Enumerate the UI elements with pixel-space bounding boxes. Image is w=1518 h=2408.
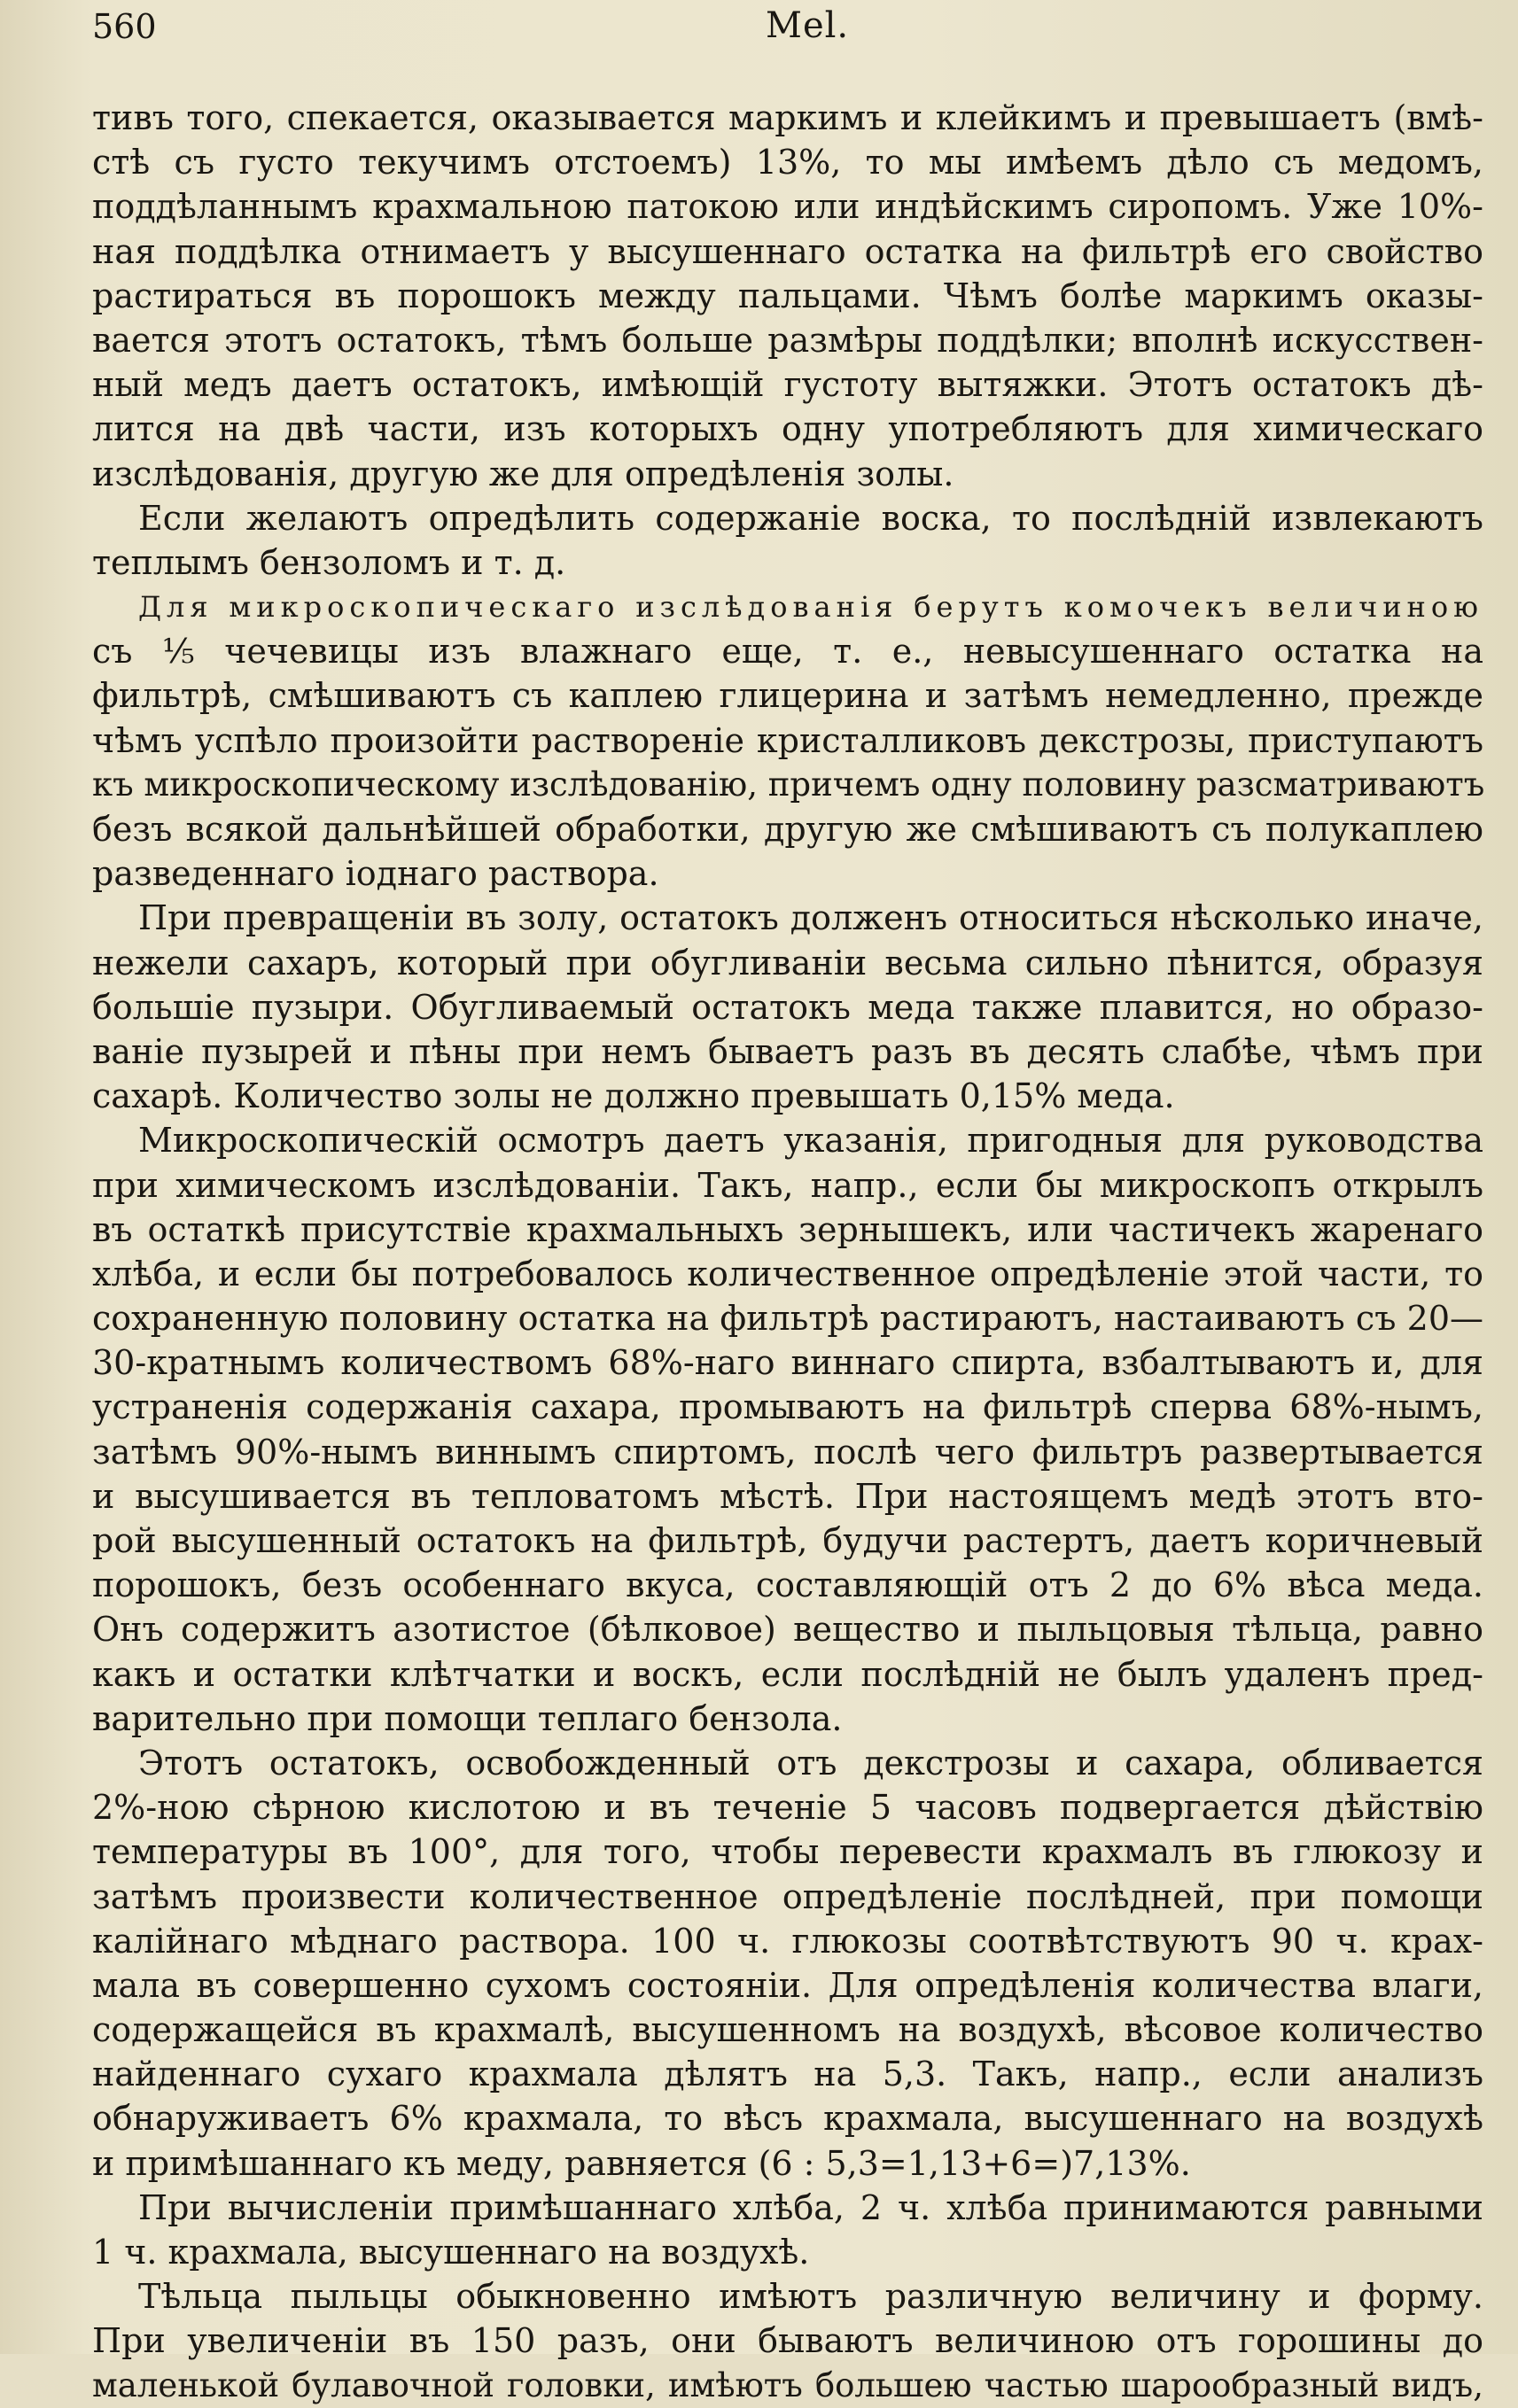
text-line: порошокъ, безъ особеннаго вкуса, составляющій отъ 2 до 6% вѣса меда.: [92, 1565, 1483, 1605]
text-line: ваніе пузырей и пѣны при немъ бываетъ разъ въ десять слабѣе, чѣмъ при: [92, 1031, 1483, 1071]
text-line: въ остаткѣ присутствіе крахмальныхъ зернышекъ, или частичекъ жаренаго: [92, 1209, 1483, 1249]
page-header: [92, 4, 1483, 48]
text-line: съ ⅕ чечевицы изъ влажнаго еще, т. е., невысушеннаго остатка на: [92, 632, 1483, 672]
text-line: ная поддѣлка отнимаетъ у высушеннаго остатка на фильтрѣ его свойство: [92, 231, 1483, 271]
text-line: 2%-ною сѣрною кислотою и въ теченіе 5 часовъ подвергается дѣйствію: [92, 1788, 1483, 1828]
text-line: безъ всякой дальнѣйшей обработки, другую же смѣшиваютъ съ полукаплею: [92, 810, 1483, 849]
text-line: затѣмъ произвести количественное опредѣленіе послѣдней, при помощи: [92, 1876, 1483, 1916]
text-line: лится на двѣ части, изъ которыхъ одну употребляютъ для химическаго: [92, 409, 1483, 449]
text-line: варительно при помощи теплаго бензола.: [92, 1698, 843, 1738]
text-line: стѣ съ густо текучимъ отстоемъ) 13%, то мы имѣемъ дѣло съ медомъ,: [92, 143, 1483, 183]
text-line: 1 ч. крахмала, высушеннаго на воздухѣ.: [92, 2233, 810, 2272]
text-line: затѣмъ 90%-нымъ виннымъ спиртомъ, послѣ чего фильтръ развертывается: [92, 1432, 1483, 1472]
text-line: калійнаго мѣднаго раствора. 100 ч. глюкозы соотвѣтствуютъ 90 ч. крах-: [92, 1921, 1483, 1961]
text-line: фильтрѣ, смѣшиваютъ съ каплею глицерина и затѣмъ немедленно, прежде: [92, 676, 1483, 716]
text-line: и высушивается въ тепловатомъ мѣстѣ. При настоящемъ медѣ этотъ вто-: [92, 1476, 1483, 1516]
text-line: поддѣланнымъ крахмальною патокою или индѣйскимъ сиропомъ. Уже 10%-: [92, 187, 1483, 227]
text-line: найденнаго сухаго крахмала дѣлятъ на 5,3. Такъ, напр., если анализъ: [92, 2055, 1483, 2094]
page-number: 560: [92, 7, 157, 46]
text-line: Этотъ остатокъ, освобожденный отъ декстрозы и сахара, обливается: [138, 1743, 1483, 1783]
text-line: сохраненную половину остатка на фильтрѣ растираютъ, настаиваютъ съ 20—: [92, 1299, 1483, 1339]
text-line: Микроскопическій осмотръ даетъ указанія, пригодныя для руководства: [138, 1121, 1483, 1161]
text-line: устраненія содержанія сахара, промываютъ на фильтрѣ сперва 68%-нымъ,: [92, 1387, 1483, 1427]
text-line: растираться въ порошокъ между пальцами. Чѣмъ болѣе маркимъ оказы-: [92, 276, 1483, 315]
text-line: Тѣльца пыльцы обыкновенно имѣютъ различную величину и форму.: [138, 2277, 1483, 2317]
text-line: къ микроскопическому изслѣдованію, причемъ одну половину разсматриваютъ: [92, 765, 1485, 804]
text-line: сахарѣ. Количество золы не должно превышать 0,15% меда.: [92, 1076, 1175, 1116]
text-line: какъ и остатки клѣтчатки и воскъ, если послѣдній не былъ удаленъ пред-: [92, 1654, 1483, 1694]
text-line: разведеннаго іоднаго раствора.: [92, 854, 659, 894]
text-line: тивъ того, спекается, оказывается маркимъ и клейкимъ и превышаетъ (вмѣ-: [92, 98, 1483, 137]
text-line: изслѣдованія, другую же для опредѣленія золы.: [92, 454, 954, 493]
text-line: Для микроскопическаго изслѣдованія берутъ комочекъ величиною: [138, 590, 1483, 625]
text-line: хлѣба, и если бы потребовалось количественное опредѣленіе этой части, то: [92, 1254, 1483, 1293]
body-text: [92, 96, 1483, 2408]
text-line: ный медъ даетъ остатокъ, имѣющій густоту вытяжки. Этотъ остатокъ дѣ-: [92, 365, 1483, 405]
text-line: рой высушенный остатокъ на фильтрѣ, будучи растертъ, даетъ коричневый: [92, 1521, 1483, 1560]
text-line: Если желаютъ опредѣлить содержаніе воска, то послѣдній извлекаютъ: [138, 498, 1483, 538]
text-line: При увеличеніи въ 150 разъ, они бываютъ величиною отъ горошины до: [92, 2321, 1483, 2361]
text-line: При вычисленіи примѣшаннаго хлѣба, 2 ч. хлѣба принимаются равными: [138, 2187, 1483, 2227]
text-line: маленькой булавочной головки, имѣютъ большею частью шарообразный видъ,: [92, 2365, 1483, 2404]
text-line: температуры въ 100°, для того, чтобы перевести крахмалъ въ глюкозу и: [92, 1832, 1483, 1872]
text-line: нежели сахаръ, который при обугливаніи весьма сильно пѣнится, образуя: [92, 943, 1483, 983]
text-line: мала въ совершенно сухомъ состояніи. Для опредѣленія количества влаги,: [92, 1965, 1483, 2005]
text-line: и примѣшаннаго къ меду, равняется (6 : 5,3=1,13+6=)7,13%.: [92, 2143, 1191, 2183]
text-line: содержащейся въ крахмалѣ, высушенномъ на воздухѣ, вѣсовое количество: [92, 2010, 1483, 2050]
text-line: Онъ содержитъ азотистое (бѣлковое) вещество и пыльцовыя тѣльца, равно: [92, 1610, 1483, 1650]
text-line: обнаруживаетъ 6% крахмала, то вѣсъ крахмала, высушеннаго на воздухѣ: [92, 2099, 1483, 2139]
text-line: чѣмъ успѣло произойти раствореніе кристалликовъ декстрозы, приступаютъ: [92, 720, 1483, 760]
running-head: Mel.: [766, 5, 850, 46]
text-line: При превращеніи въ золу, остатокъ долженъ относиться нѣсколько иначе,: [138, 898, 1483, 938]
text-line: 30-кратнымъ количествомъ 68%-наго виннаго спирта, взбалтываютъ и, для: [92, 1343, 1483, 1383]
text-line: большіе пузыри. Обугливаемый остатокъ меда также плавится, но образо-: [92, 987, 1483, 1027]
text-line: при химическомъ изслѣдованіи. Такъ, напр., если бы микроскопъ открылъ: [92, 1165, 1483, 1205]
text-line: вается этотъ остатокъ, тѣмъ больше размѣры поддѣлки; вполнѣ искусствен-: [92, 320, 1483, 360]
text-line: теплымъ бензоломъ и т. д.: [92, 542, 566, 582]
